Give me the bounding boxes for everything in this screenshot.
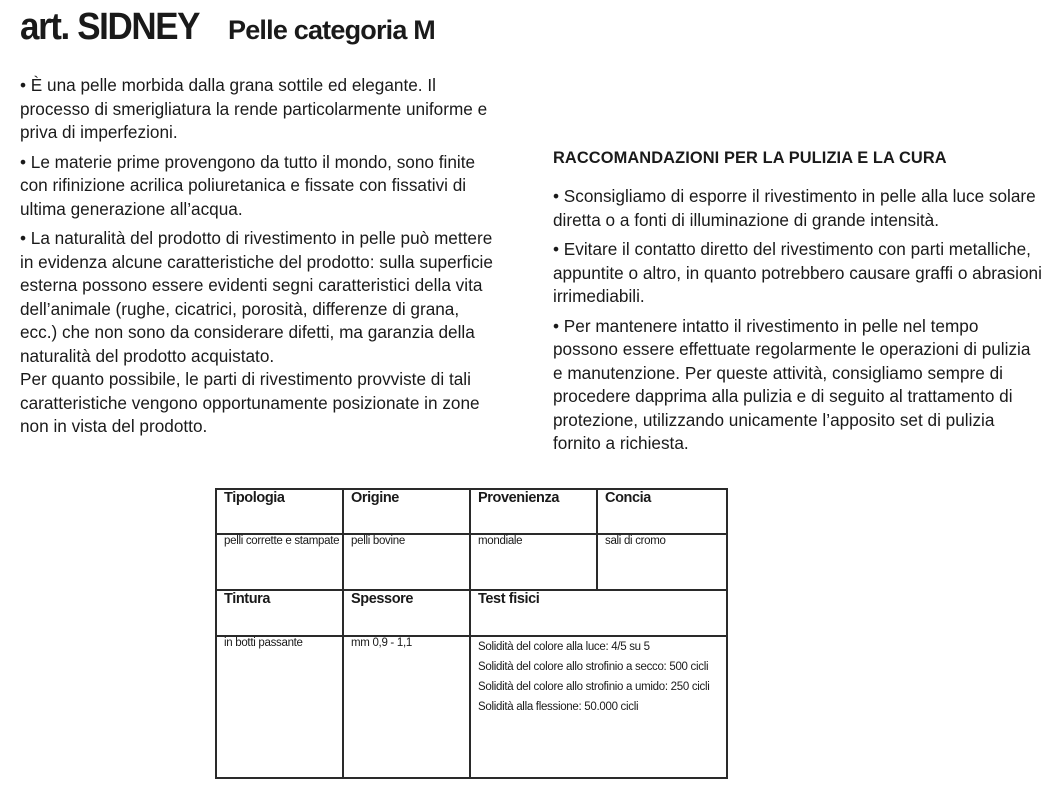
value-tintura: in botti passante [216,636,343,778]
header-concia: Concia [597,489,727,534]
test-result: Solidità del colore allo strofinio a umido: 250 cicli [478,680,710,693]
care-recommendations [553,147,1043,456]
recommendation-item: • Evitare il contatto diretto del rivestimento con parti metalliche, appuntite o altro, in quanto potrebbero causare graffi o abrasioni irrimediabili. [553,239,1042,306]
table-header-row [216,590,727,635]
header-origine: Origine [343,489,470,534]
product-name: art. SIDNEY [20,6,200,48]
value-spessore: mm 0,9 - 1,1 [343,636,470,778]
table-row [216,636,727,778]
header-tintura: Tintura [216,590,343,635]
table-row [216,534,727,590]
value-origine: pelli bovine [343,534,470,590]
description-paragraph: • È una pelle morbida dalla grana sottile ed elegante. Il processo di smerigliatura la rende particolarmente uniforme e priva di imperfezioni. [20,75,488,142]
specifications-table [215,488,728,779]
description-paragraph: Per quanto possibile, le parti di rivestimento provviste di tali caratteristiche vengono opportunamente posizionate in zone non in vista del prodotto. [20,369,480,436]
description-column [20,74,500,439]
page-title [20,6,435,48]
table-header-row [216,489,727,534]
header-spessore: Spessore [343,590,470,635]
recommendations-heading: RACCOMANDAZIONI PER LA PULIZIA E LA CURA [553,149,947,167]
value-concia: sali di cromo [597,534,727,590]
header-provenienza: Provenienza [470,489,597,534]
test-result: Solidità del colore allo strofinio a secco: 500 cicli [478,660,709,673]
description-paragraph: • Le materie prime provengono da tutto il mondo, sono finite con rifinizione acrilica poliuretanica e fissate con fissativi di ultima generazione all’acqua. [20,151,476,219]
value-test-fisici [470,636,727,778]
test-result: Solidità del colore alla luce: 4/5 su 5 [478,640,650,653]
header-test-fisici: Test fisici [470,590,727,635]
description-paragraph: • La naturalità del prodotto di rivestimento in pelle può mettere in evidenza alcune caratteristiche del prodotto: sulla superficie esterna possono essere evidenti segni caratteristici della vita dell’animale (rughe, cicatrici, porosità, differenze di grana, ecc.) che non sono da considerare difetti, ma garanzia della naturalità del prodotto acquistato. [20,228,493,366]
header-tipologia: Tipologia [216,489,343,534]
value-provenienza: mondiale [470,534,597,590]
test-result: Solidità alla flessione: 50.000 cicli [478,700,639,713]
value-tipologia: pelli corrette e stampate [216,534,343,590]
recommendation-item: • Sconsigliamo di esporre il rivestimento in pelle alla luce solare diretta o a fonti di illuminazione di grande intensità. [553,186,1036,230]
product-category: Pelle categoria M [228,15,435,45]
recommendation-item: • Per mantenere intatto il rivestimento in pelle nel tempo possono essere effettuate regolarmente le operazioni di pulizia e manutenzione. Per queste attività, consigliamo sempre di procedere dapprima alla pulizia e di seguito al trattamento di protezione, utilizzando unicamente l’apposito set di pulizia fornito a richiesta. [553,315,1031,453]
